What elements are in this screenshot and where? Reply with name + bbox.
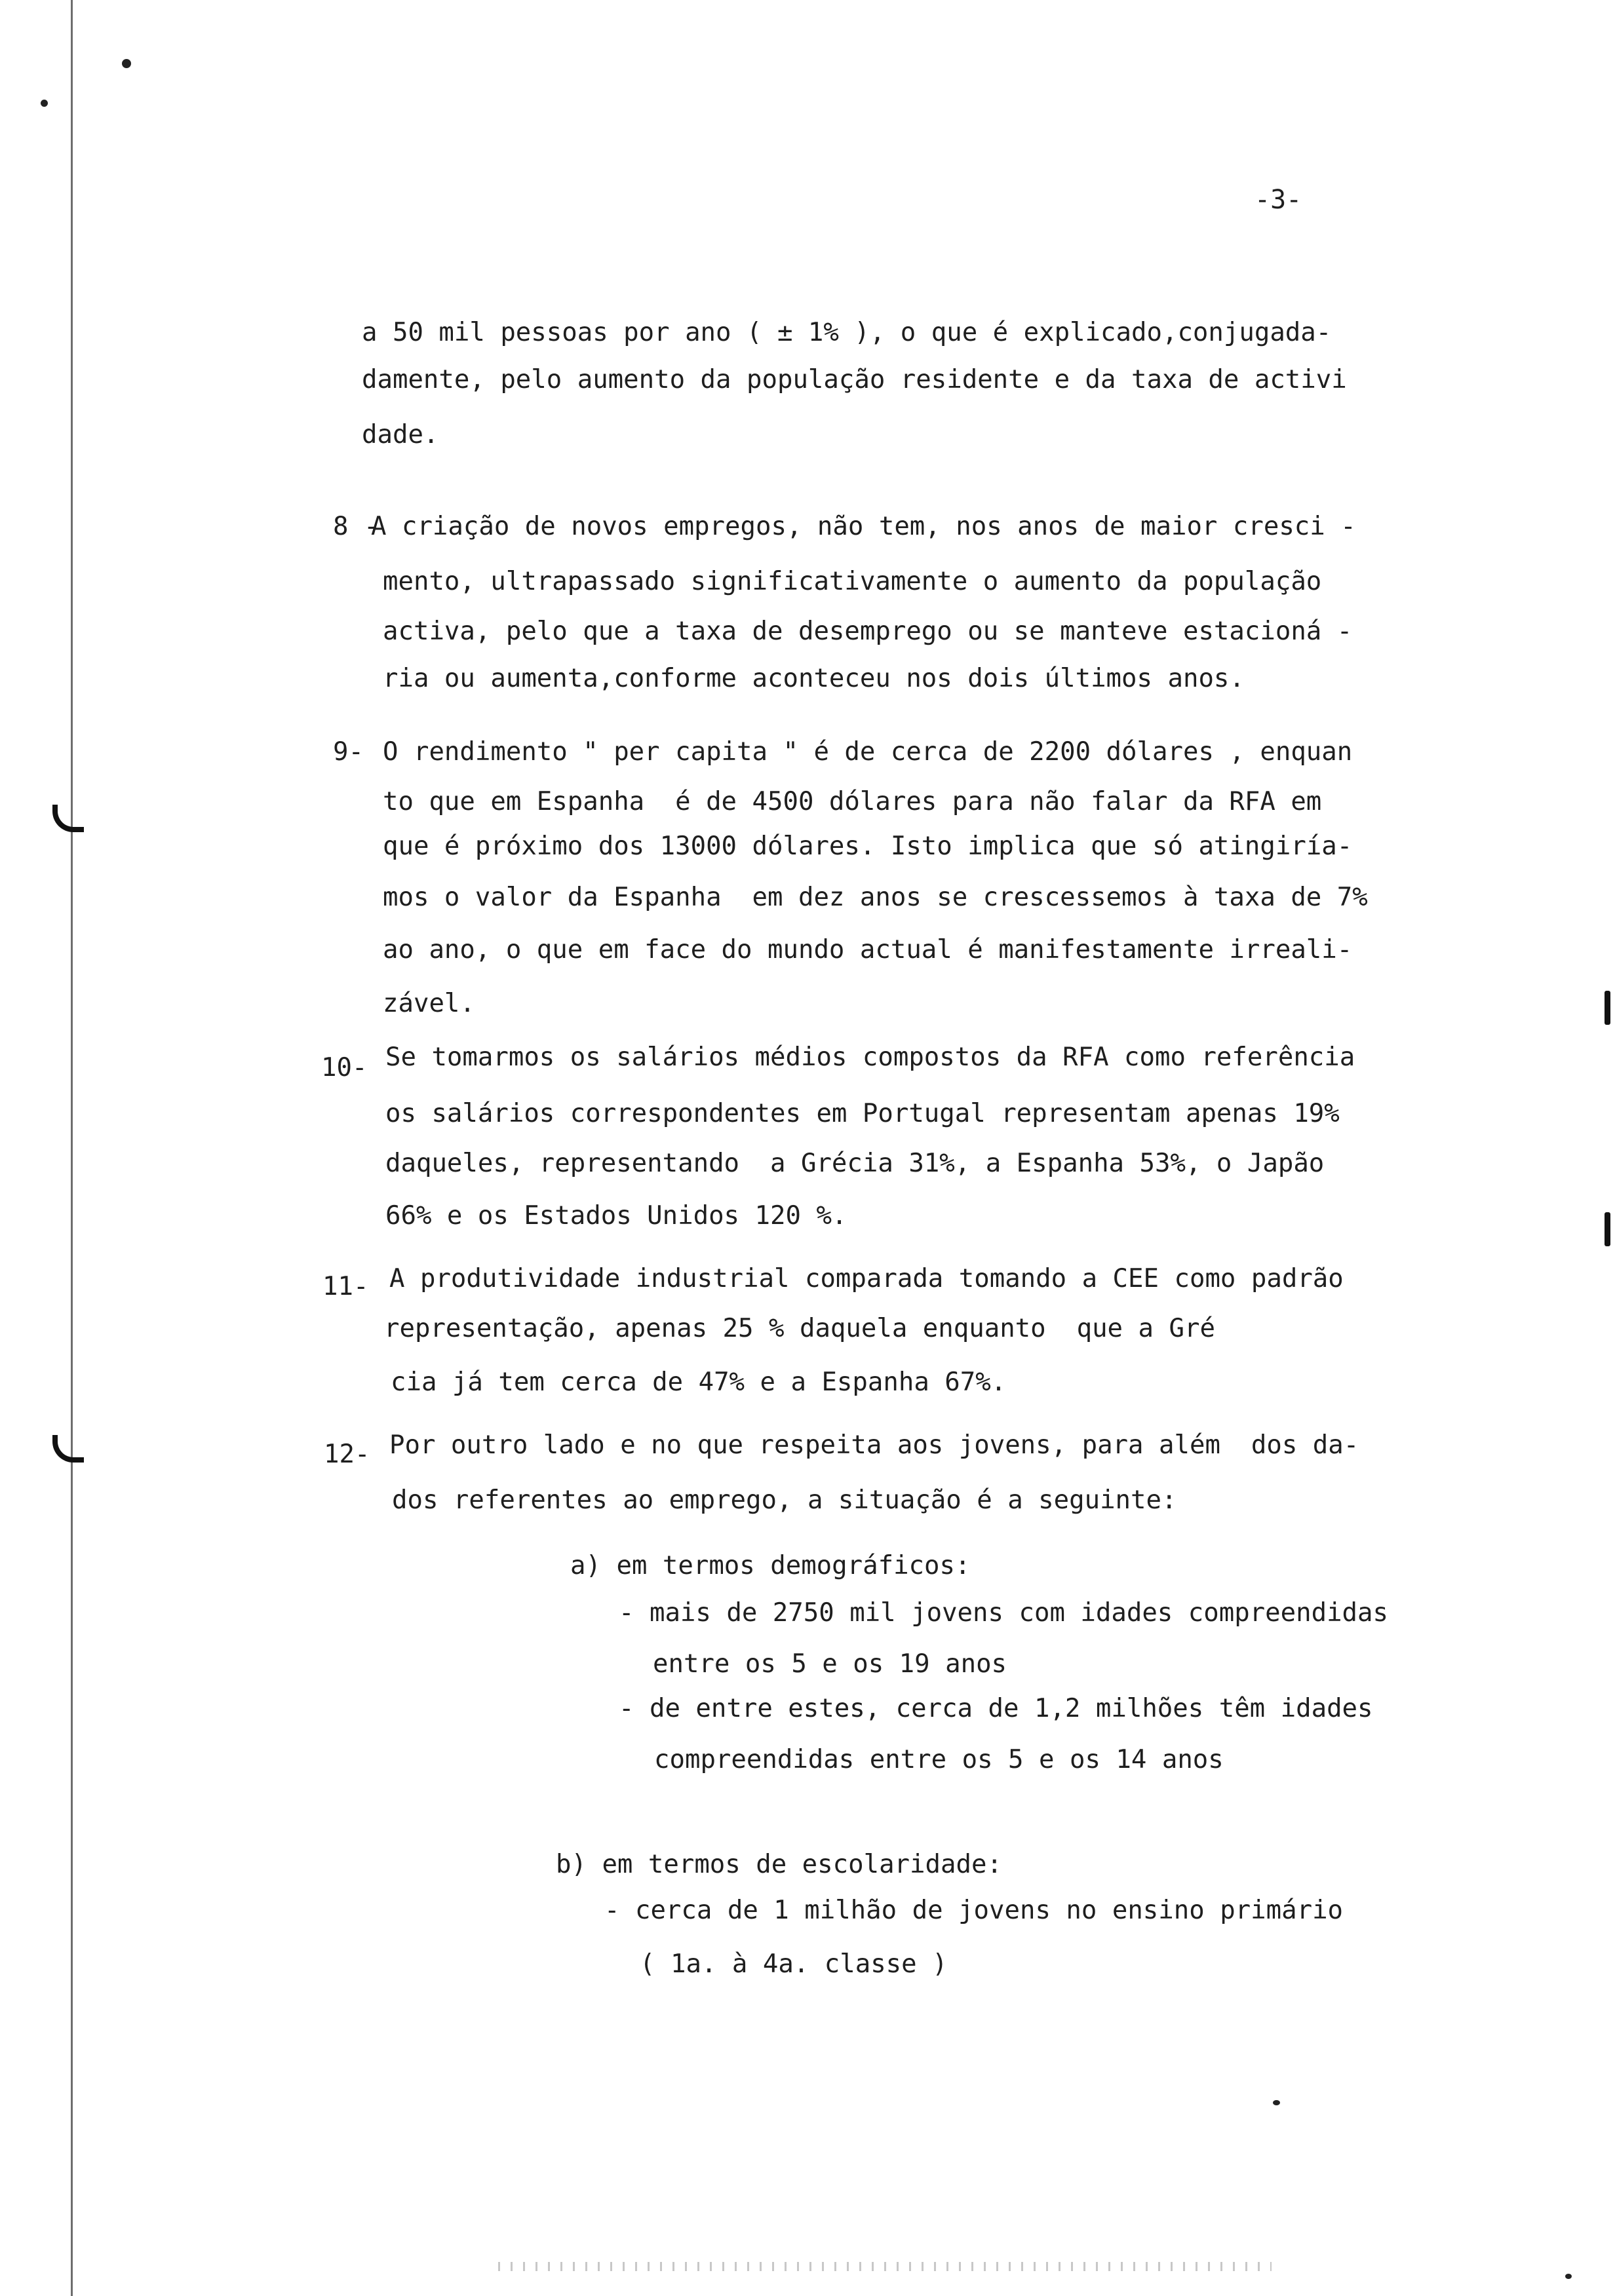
margin-dot [122,59,131,68]
text-line: Se tomarmos os salários médios compostos da RFA como referência [385,1043,1355,1072]
text-line: os salários correspondentes em Portugal representam apenas 19% [385,1099,1340,1128]
item-number: 8 - [333,512,379,541]
text-line: a 50 mil pessoas por ano ( ± 1% ), o que é explicado,conjugada- [362,318,1332,347]
text-line: A criação de novos empregos, não tem, nos anos de maior cresci - [371,512,1356,541]
bullet-line: ( 1a. à 4a. classe ) [640,1949,948,1979]
text-line: dos referentes ao emprego, a situação é a seguinte: [392,1485,1177,1515]
bullet-line: - mais de 2750 mil jovens com idades compreendidas [619,1598,1388,1628]
text-line: 66% e os Estados Unidos 120 %. [385,1201,847,1231]
item-number: 10- [321,1053,368,1082]
subsection-heading: b) em termos de escolaridade: [556,1850,1002,1879]
item-number: 12- [324,1440,370,1469]
bullet-line: - de entre estes, cerca de 1,2 milhões têm idades [619,1694,1373,1723]
binding-margin-line [71,0,73,2296]
text-line: mos o valor da Espanha em dez anos se crescessemos à taxa de 7% [383,883,1368,912]
text-line: to que em Espanha é de 4500 dólares para não falar da RFA em [383,787,1322,816]
bullet-line: compreendidas entre os 5 e os 14 anos [654,1745,1224,1774]
page-number: -3- [1255,185,1302,215]
text-line: mento, ultrapassado significativamente o aumento da população [383,567,1322,596]
item-number: 11- [322,1272,369,1301]
text-line: que é próximo dos 13000 dólares. Isto implica que só atingiría- [383,832,1353,861]
text-line: damente, pelo aumento da população residente e da taxa de activi [362,365,1347,394]
punch-hole-mark [52,1435,84,1463]
margin-dot [41,100,48,107]
text-line: dade. [362,420,439,450]
margin-dot [1565,2274,1572,2279]
scan-noise [498,2262,1272,2271]
text-line: ria ou aumenta,conforme aconteceu nos dois últimos anos. [383,664,1245,693]
text-line: ao ano, o que em face do mundo actual é manifestamente irreali- [383,935,1353,965]
text-line: daqueles, representando a Grécia 31%, a Espanha 53%, o Japão [385,1149,1325,1178]
text-line: O rendimento " per capita " é de cerca de 2200 dólares , enquan [383,737,1353,767]
text-line: representação, apenas 25 % daquela enquanto que a Gré [384,1314,1215,1343]
text-line: A produtividade industrial comparada tomando a CEE como padrão [389,1264,1344,1293]
subsection-heading: a) em termos demográficos: [570,1551,971,1580]
bullet-line: entre os 5 e os 19 anos [653,1649,1007,1679]
text-line: Por outro lado e no que respeita aos jovens, para além dos da- [389,1430,1359,1460]
margin-dot [1273,2100,1280,2105]
edge-mark [1605,991,1610,1025]
text-line: zável. [383,989,475,1018]
edge-mark [1605,1212,1610,1246]
text-line: cia já tem cerca de 47% e a Espanha 67%. [391,1368,1007,1397]
punch-hole-mark [52,805,84,832]
item-number: 9- [333,737,364,767]
bullet-line: - cerca de 1 milhão de jovens no ensino primário [604,1896,1344,1925]
text-line: activa, pelo que a taxa de desemprego ou se manteve estacioná - [383,617,1353,646]
